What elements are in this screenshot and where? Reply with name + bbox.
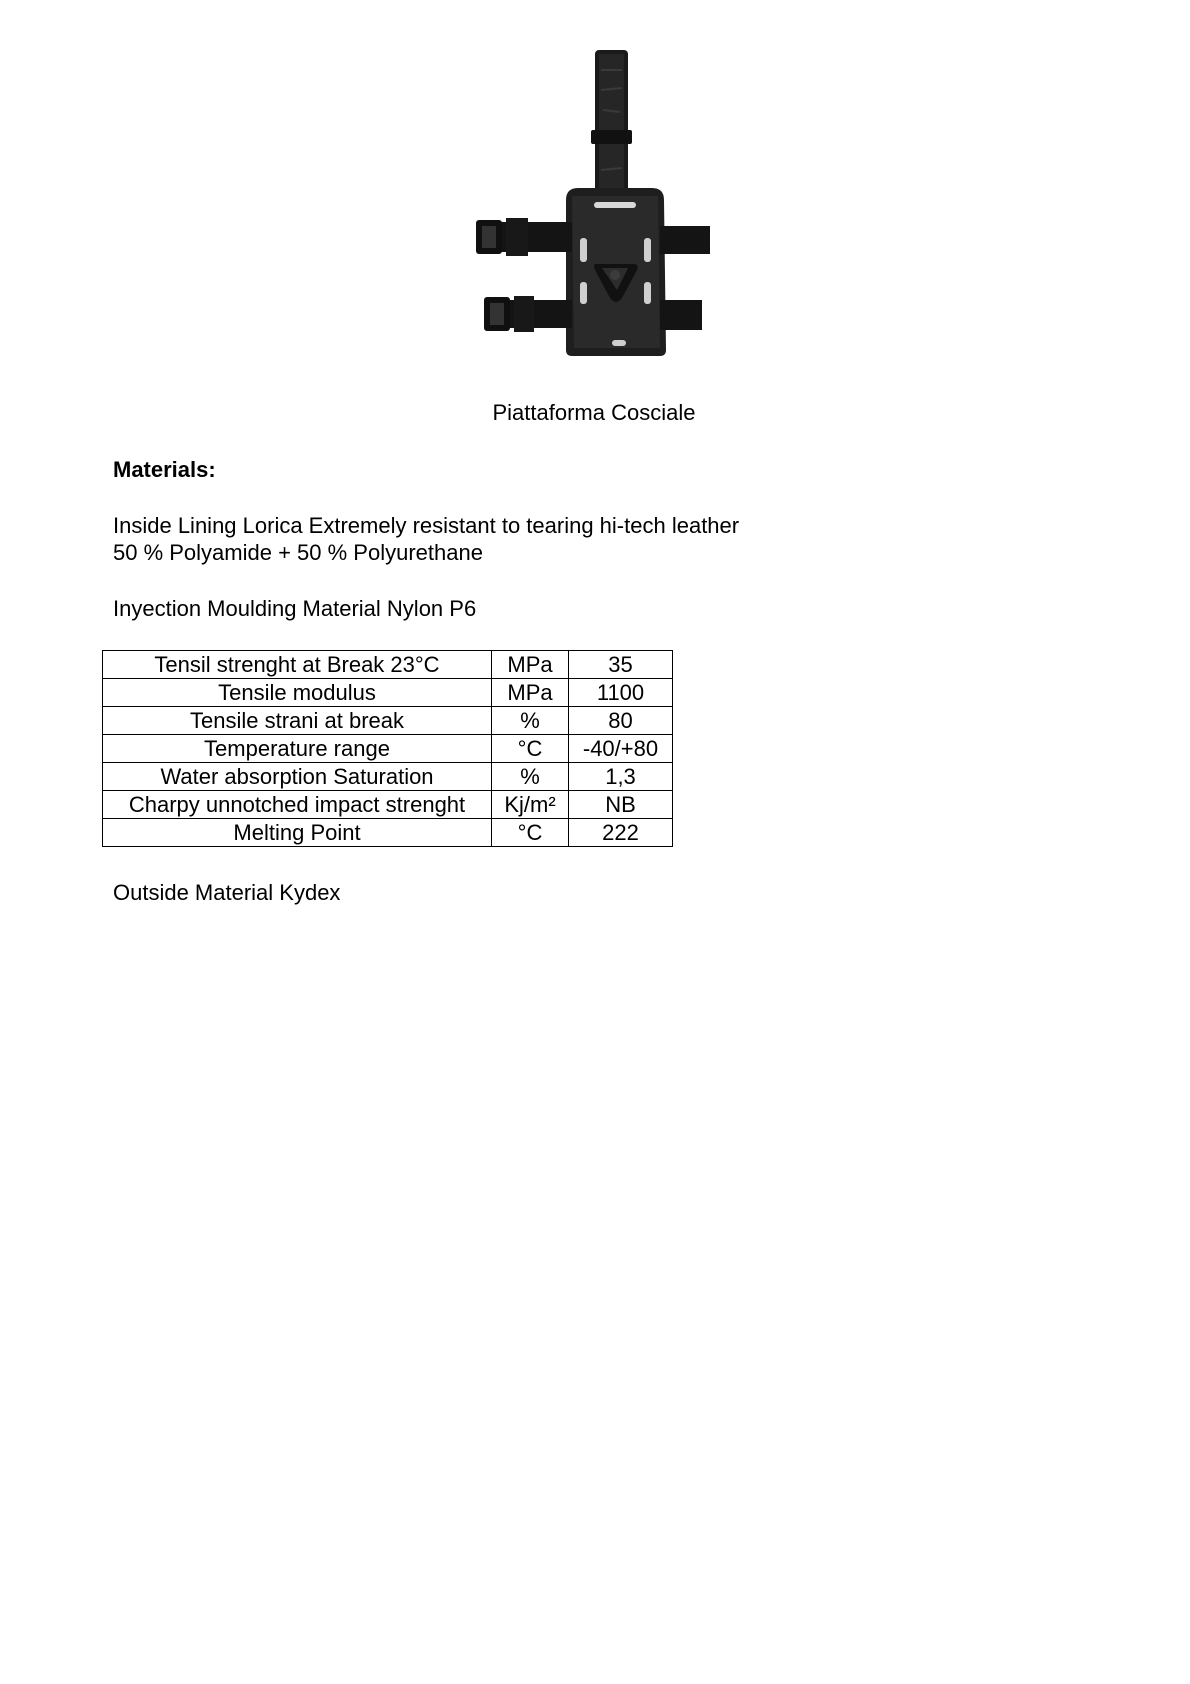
unit-cell: °C bbox=[492, 735, 569, 763]
value-cell: 1100 bbox=[569, 679, 673, 707]
outside-material: Outside Material Kydex bbox=[113, 880, 341, 905]
value-cell: 1,3 bbox=[569, 763, 673, 791]
table-row bbox=[103, 735, 673, 763]
property-cell: Charpy unnotched impact strenght bbox=[103, 791, 492, 819]
unit-cell: °C bbox=[492, 819, 569, 847]
unit-cell: % bbox=[492, 707, 569, 735]
lining-line-2: 50 % Polyamide + 50 % Polyurethane bbox=[113, 540, 483, 565]
injection-material: Inyection Moulding Material Nylon P6 bbox=[113, 596, 477, 621]
lining-line-1: Inside Lining Lorica Extremely resistant to tearing hi-tech leather bbox=[113, 513, 740, 538]
materials-heading: Materials: bbox=[113, 457, 216, 482]
table-row bbox=[103, 763, 673, 791]
unit-cell: % bbox=[492, 763, 569, 791]
property-cell: Tensile strani at break bbox=[103, 707, 492, 735]
unit-cell: MPa bbox=[492, 651, 569, 679]
material-properties-table bbox=[102, 650, 673, 847]
product-caption: Piattaforma Cosciale bbox=[492, 400, 696, 425]
unit-cell: MPa bbox=[492, 679, 569, 707]
unit-cell: Kj/m² bbox=[492, 791, 569, 819]
table-row bbox=[103, 819, 673, 847]
property-cell: Melting Point bbox=[103, 819, 492, 847]
property-cell: Water absorption Saturation bbox=[103, 763, 492, 791]
table-row bbox=[103, 707, 673, 735]
table-row bbox=[103, 679, 673, 707]
value-cell: 35 bbox=[569, 651, 673, 679]
value-cell: 80 bbox=[569, 707, 673, 735]
property-cell: Temperature range bbox=[103, 735, 492, 763]
property-cell: Tensil strenght at Break 23°C bbox=[103, 651, 492, 679]
value-cell: 222 bbox=[569, 819, 673, 847]
property-cell: Tensile modulus bbox=[103, 679, 492, 707]
value-cell: -40/+80 bbox=[569, 735, 673, 763]
table-row bbox=[103, 651, 673, 679]
thigh-rig-platform-image bbox=[476, 50, 716, 356]
table-row bbox=[103, 791, 673, 819]
value-cell: NB bbox=[569, 791, 673, 819]
inside-lining-description bbox=[113, 512, 739, 566]
